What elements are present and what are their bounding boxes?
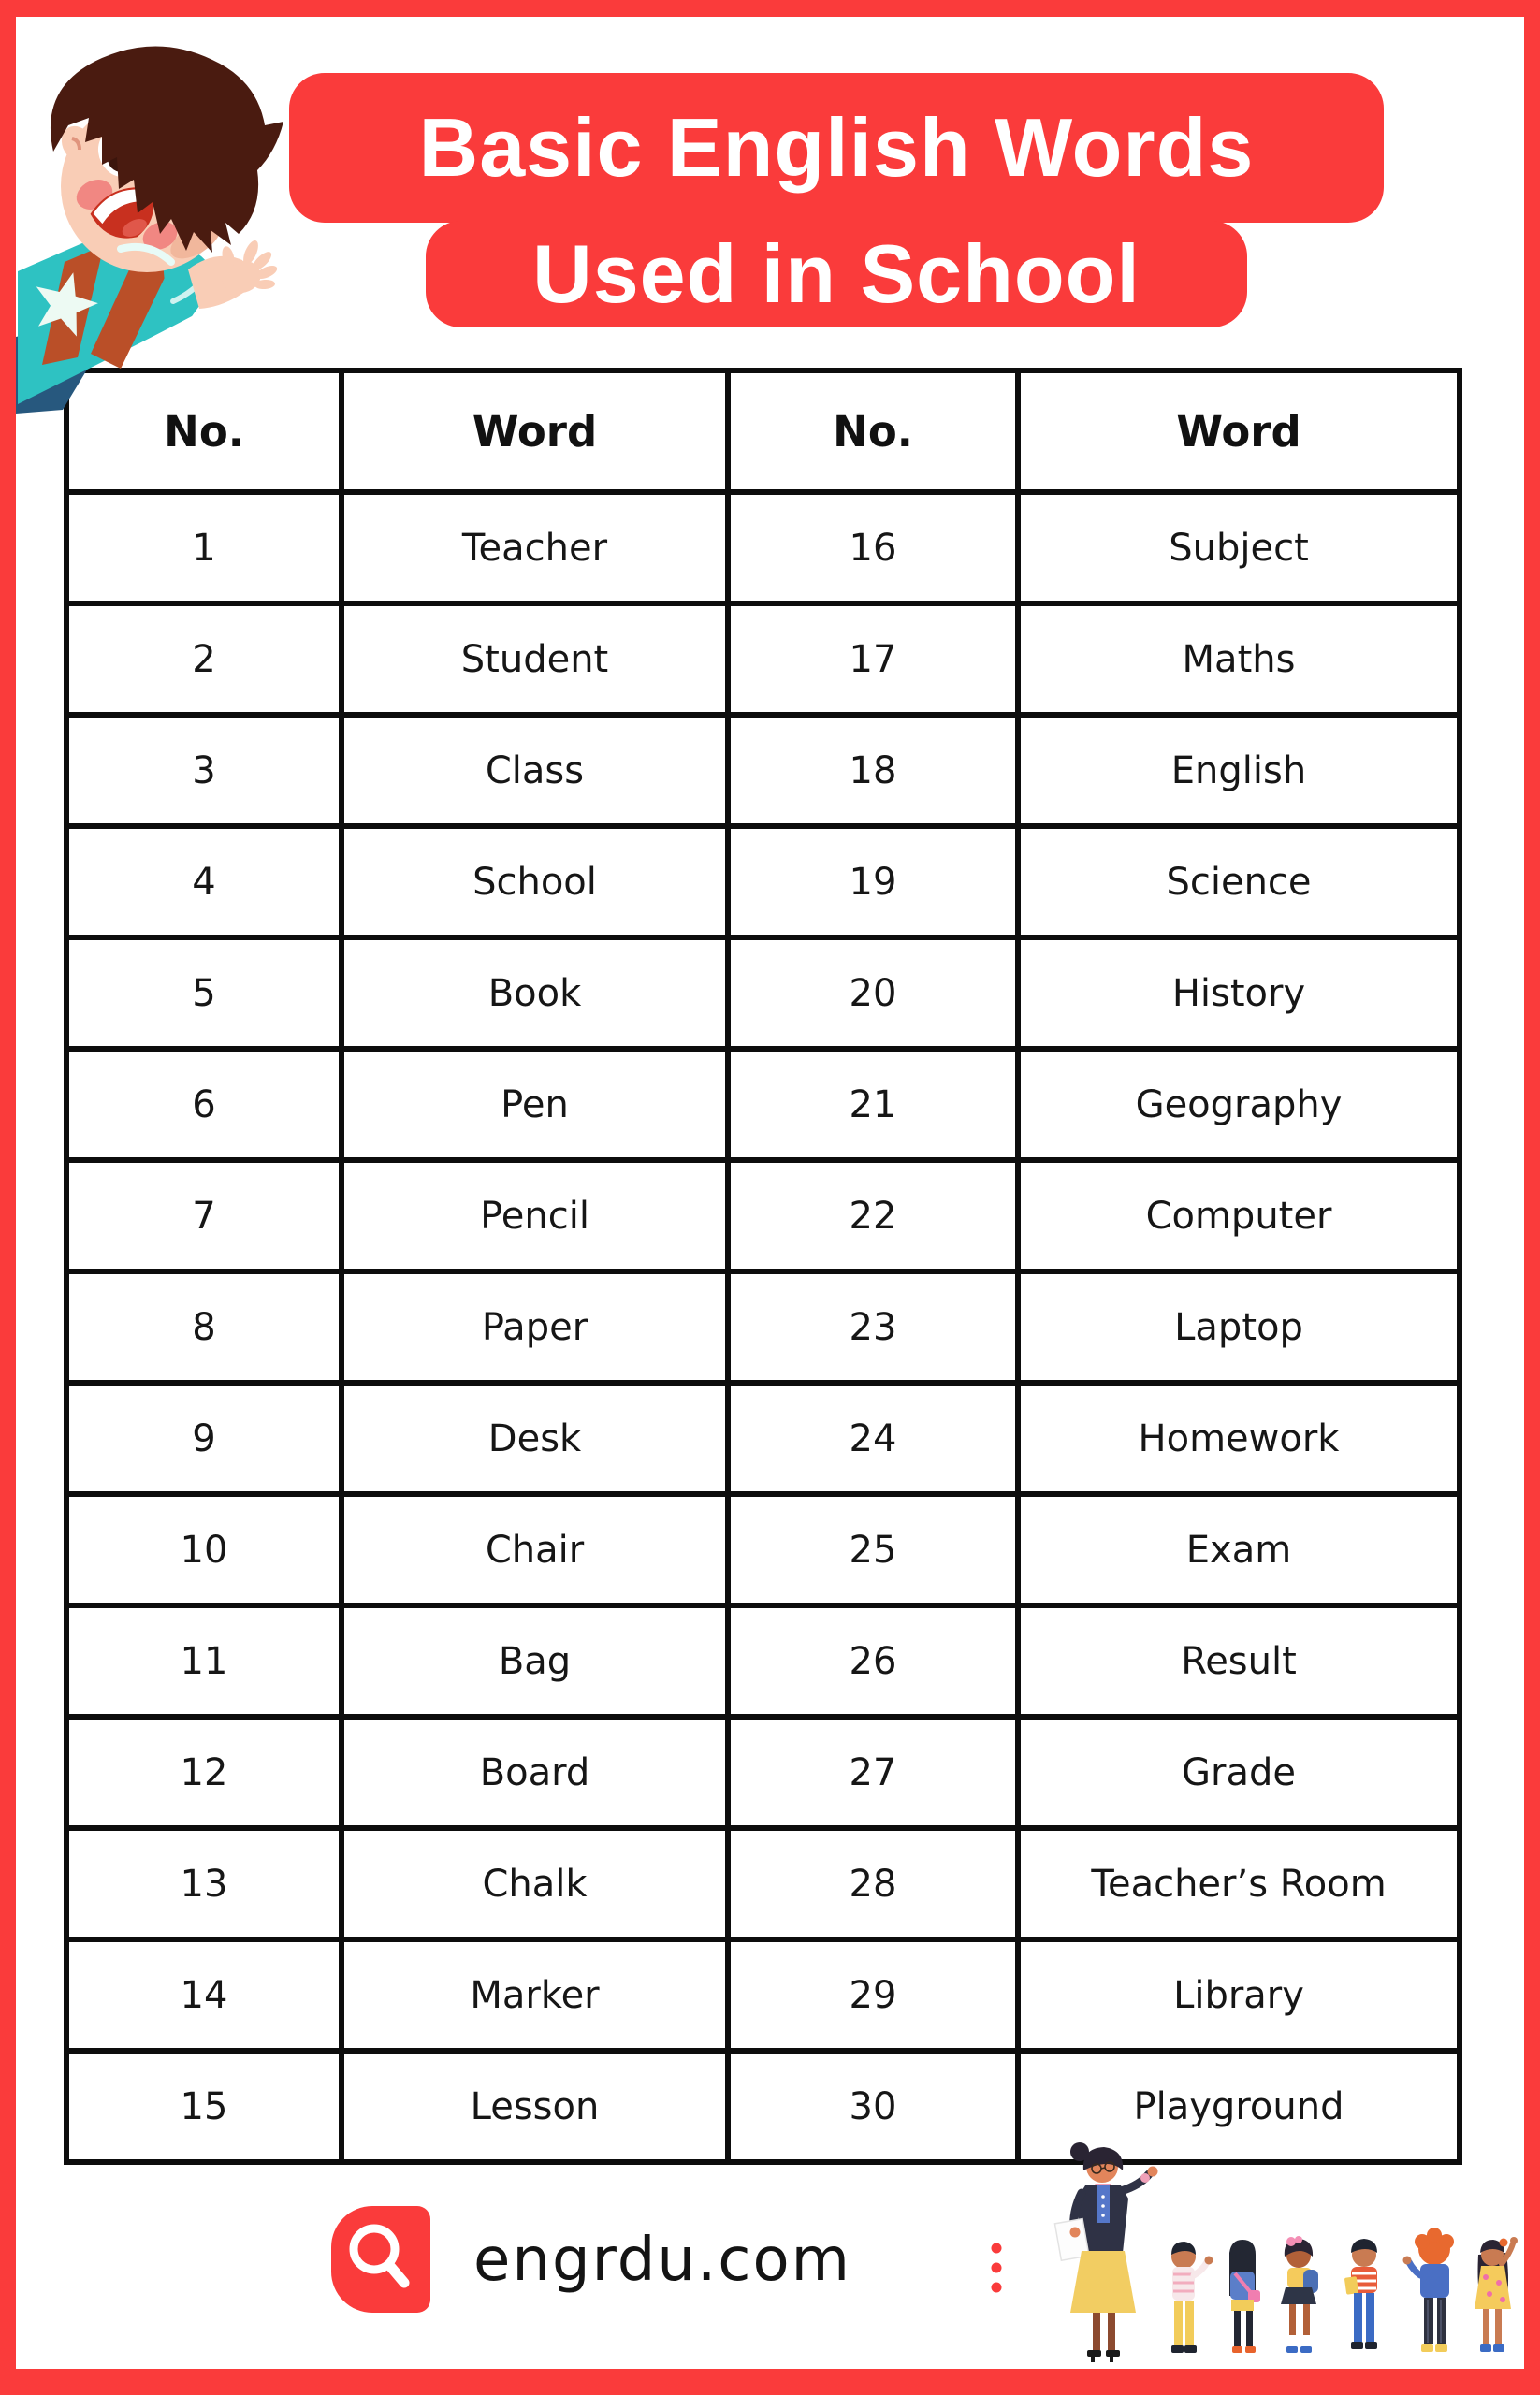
table-cell-word: Lesson: [344, 2054, 725, 2159]
table-cell-number: 8: [69, 1274, 339, 1380]
child-figure: [1344, 2239, 1377, 2349]
table-cell-word: Science: [1021, 829, 1457, 935]
column-header-no-2: No.: [731, 373, 1015, 489]
table-cell-word: Pencil: [344, 1163, 725, 1269]
table-cell-word: Computer: [1021, 1163, 1457, 1269]
table-cell-number: 12: [69, 1720, 339, 1825]
table-cell-number: 2: [69, 606, 339, 712]
table-cell-number: 17: [731, 606, 1015, 712]
teacher-children-illustration: [1020, 2142, 1525, 2367]
table-cell-number: 15: [69, 2054, 339, 2159]
table-cell-word: Geography: [1021, 1052, 1457, 1157]
table-cell-word: Paper: [344, 1274, 725, 1380]
table-cell-number: 26: [731, 1608, 1015, 1714]
title-line-1: Basic English Words: [289, 73, 1384, 223]
table-cell-number: 18: [731, 718, 1015, 823]
table-cell-word: School: [344, 829, 725, 935]
table-cell-number: 5: [69, 940, 339, 1046]
table-cell-word: Homework: [1021, 1386, 1457, 1491]
website-text: engrdu.com: [473, 2226, 851, 2295]
table-cell-word: Board: [344, 1720, 725, 1825]
column-header-word-2: Word: [1021, 373, 1457, 489]
table-cell-word: Playground: [1021, 2054, 1457, 2159]
child-figure: [1475, 2237, 1518, 2352]
child-figure: [1171, 2242, 1213, 2353]
table-cell-word: Exam: [1021, 1497, 1457, 1603]
table-cell-number: 10: [69, 1497, 339, 1603]
child-figure: [1281, 2236, 1318, 2353]
table-cell-word: Bag: [344, 1608, 725, 1714]
boy-illustration: [16, 32, 283, 417]
table-cell-number: 22: [731, 1163, 1015, 1269]
table-cell-number: 25: [731, 1497, 1015, 1603]
child-figure: [1229, 2240, 1260, 2353]
table-cell-number: 9: [69, 1386, 339, 1491]
magnifier-icon: [331, 2206, 430, 2313]
table-cell-word: Marker: [344, 1942, 725, 2048]
word-table: [64, 368, 1462, 2165]
table-cell-number: 3: [69, 718, 339, 823]
table-cell-number: 27: [731, 1720, 1015, 1825]
table-cell-number: 14: [69, 1942, 339, 2048]
table-cell-number: 28: [731, 1831, 1015, 1937]
table-cell-word: Laptop: [1021, 1274, 1457, 1380]
table-cell-number: 29: [731, 1942, 1015, 2048]
table-cell-number: 16: [731, 495, 1015, 601]
table-cell-number: 20: [731, 940, 1015, 1046]
table-cell-word: Teacher: [344, 495, 725, 601]
table-cell-number: 30: [731, 2054, 1015, 2159]
search-logo: [331, 2206, 430, 2313]
table-cell-word: Chalk: [344, 1831, 725, 1937]
table-cell-word: Teacher’s Room: [1021, 1831, 1457, 1937]
column-header-no-1: No.: [69, 373, 339, 489]
table-cell-word: Student: [344, 606, 725, 712]
child-figure: [1403, 2228, 1455, 2352]
table-cell-word: Chair: [344, 1497, 725, 1603]
table-cell-number: 11: [69, 1608, 339, 1714]
table-cell-word: Result: [1021, 1608, 1457, 1714]
title-banner: [289, 73, 1384, 327]
table-cell-number: 13: [69, 1831, 339, 1937]
table-cell-word: English: [1021, 718, 1457, 823]
table-cell-number: 1: [69, 495, 339, 601]
table-cell-number: 4: [69, 829, 339, 935]
teacher-figure: [1054, 2142, 1157, 2362]
table-cell-word: History: [1021, 940, 1457, 1046]
table-cell-word: Maths: [1021, 606, 1457, 712]
table-cell-number: 21: [731, 1052, 1015, 1157]
title-line-2: Used in School: [426, 221, 1247, 327]
table-cell-number: 7: [69, 1163, 339, 1269]
table-cell-word: Subject: [1021, 495, 1457, 601]
table-cell-number: 6: [69, 1052, 339, 1157]
table-cell-word: Book: [344, 940, 725, 1046]
table-cell-word: Pen: [344, 1052, 725, 1157]
table-cell-word: Grade: [1021, 1720, 1457, 1825]
table-cell-word: Class: [344, 718, 725, 823]
table-cell-word: Library: [1021, 1942, 1457, 2048]
table-cell-word: Desk: [344, 1386, 725, 1491]
table-cell-number: 23: [731, 1274, 1015, 1380]
vertical-dots-icon: [990, 2242, 1003, 2296]
table-cell-number: 19: [731, 829, 1015, 935]
column-header-word-1: Word: [344, 373, 725, 489]
table-cell-number: 24: [731, 1386, 1015, 1491]
